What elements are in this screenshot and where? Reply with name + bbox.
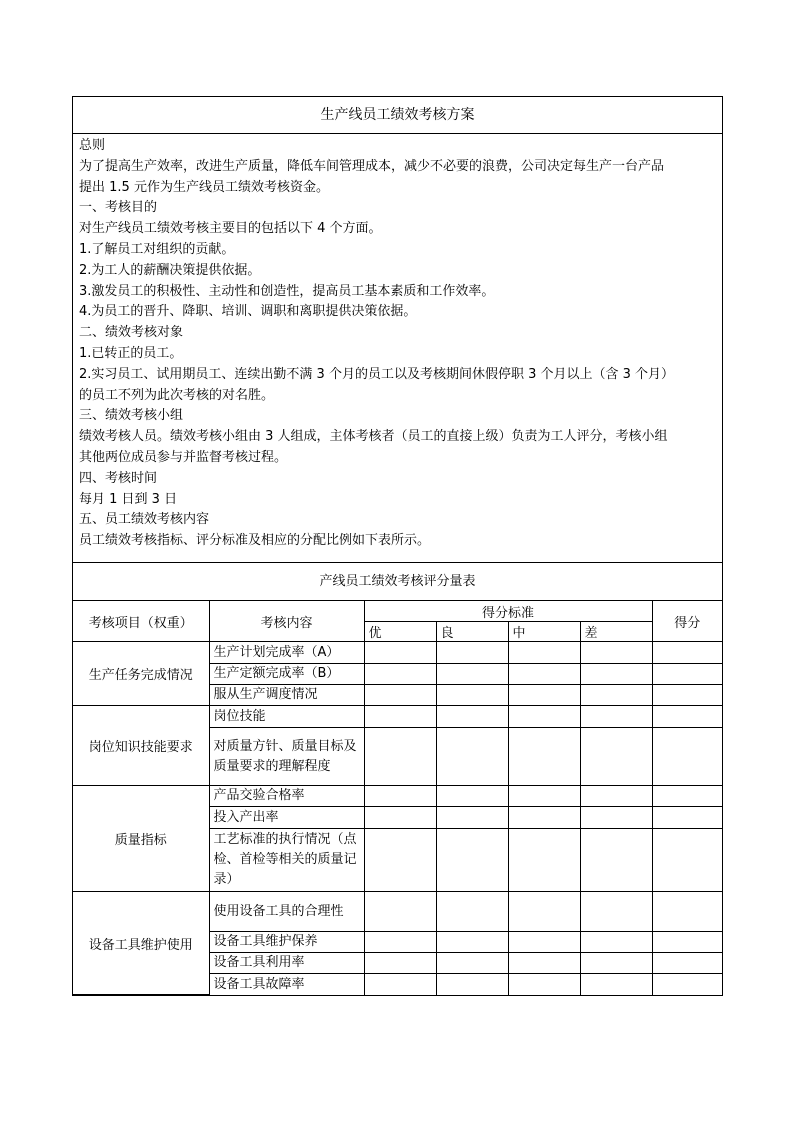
item-content: 生产计划完成率（A） [209,642,364,664]
grade-cell [508,807,580,829]
score-cell [652,953,722,974]
grade-cell [580,807,652,829]
section-heading-content: 五、员工绩效考核内容 [79,512,210,528]
grade-cell [436,932,508,953]
item-content: 生产定额完成率（B） [209,664,364,685]
grade-cell [580,892,652,932]
score-cell [652,974,722,995]
grade-cell [508,953,580,974]
table-row [73,892,722,932]
score-cell [652,829,722,892]
grade-cell [364,932,436,953]
score-cell [652,807,722,829]
grade-cell [580,664,652,685]
score-table-title: 产线员工绩效考核评分量表 [73,563,722,601]
grade-cell [436,953,508,974]
body-line: 的员工不列为此次考核的对名胜。 [79,387,275,403]
grade-cell [436,974,508,995]
item-content: 岗位技能 [209,706,364,728]
group-name: 设备工具维护使用 [73,892,209,995]
score-cell [652,685,722,706]
body-line: 为了提高生产效率，改进生产质量，降低车间管理成本，减少不必要的浪费，公司决定每生产一台产品 [79,158,665,174]
grade-cell [580,706,652,728]
list-item: 1.已转正的员工。 [79,345,183,361]
section-heading-purpose: 一、考核目的 [79,200,158,216]
score-cell [652,642,722,664]
grade-cell [580,642,652,664]
table-row [73,642,722,664]
list-item: 1.了解员工对组织的贡献。 [79,241,235,257]
grade-cell [580,829,652,892]
item-content: 设备工具维护保养 [209,932,364,953]
grade-cell [508,642,580,664]
grade-cell [364,728,436,786]
list-item: 4.为员工的晋升、降职、培训、调职和离职提供决策依据。 [79,304,417,320]
grade-cell [580,728,652,786]
grade-cell [364,642,436,664]
grade-cell [364,829,436,892]
section-heading-time: 四、考核时间 [79,470,158,486]
grade-cell [508,728,580,786]
grade-cell [580,932,652,953]
grade-cell [436,892,508,932]
group-name: 岗位知识技能要求 [73,706,209,786]
grade-cell [364,953,436,974]
grade-cell [436,706,508,728]
document-title: 生产线员工绩效考核方案 [73,97,722,134]
body-line: 员工绩效考核指标、评分标准及相应的分配比例如下表所示。 [79,533,431,549]
body-line: 对生产线员工绩效考核主要目的包括以下 4 个方面。 [79,221,382,237]
header-score: 得分 [652,601,722,642]
section-heading-team: 三、绩效考核小组 [79,408,184,424]
score-cell [652,786,722,807]
body-line: 提出 1.5 元作为生产线员工绩效考核资金。 [79,179,329,195]
list-item: 3.激发员工的积极性、主动性和创造性，提高员工基本素质和工作效率。 [79,283,495,299]
item-content: 产品交验合格率 [209,786,364,807]
grade-cell [508,786,580,807]
header-item: 考核项目（权重） [73,601,209,642]
item-content: 使用设备工具的合理性 [209,892,364,932]
grade-cell [364,974,436,995]
score-table [73,601,722,996]
grade-cell [508,664,580,685]
section-heading-targets: 二、绩效考核对象 [79,325,184,341]
grade-cell [508,829,580,892]
item-content: 服从生产调度情况 [209,685,364,706]
body-line: 每月 1 日到 3 日 [79,491,178,507]
header-content: 考核内容 [209,601,364,642]
grade-cell [580,974,652,995]
score-cell [652,728,722,786]
list-item: 2.实习员工、试用期员工、连续出勤不满 3 个月的员工以及考核期间休假停职 3 个月以上（含 3 个月） [79,366,675,382]
score-cell [652,932,722,953]
score-cell [652,892,722,932]
grade-cell [364,807,436,829]
body-line: 绩效考核人员。绩效考核小组由 3 人组成，主体考核者（员工的直接上级）负责为工人评分，考核小组 [79,429,668,445]
grade-cell [436,685,508,706]
grade-cell [508,706,580,728]
grade-cell [436,642,508,664]
item-content: 投入产出率 [209,807,364,829]
score-cell [652,664,722,685]
grade-cell [364,706,436,728]
document-frame [72,96,723,996]
grade-cell [436,786,508,807]
table-row [73,786,722,807]
grade-cell [364,786,436,807]
item-content: 工艺标准的执行情况（点检、首检等相关的质量记录） [209,829,364,892]
grade-cell [508,892,580,932]
grade-cell [436,728,508,786]
header-grade-good: 良 [436,622,508,642]
grade-cell [364,892,436,932]
grade-cell [580,685,652,706]
grade-cell [508,932,580,953]
header-grade-medium: 中 [508,622,580,642]
item-content: 对质量方针、质量目标及质量要求的理解程度 [209,728,364,786]
grade-cell [436,829,508,892]
section-heading-general: 总则 [79,138,106,153]
grade-cell [364,685,436,706]
grade-cell [364,664,436,685]
grade-cell [580,953,652,974]
body-line: 其他两位成员参与并监督考核过程。 [79,449,288,465]
grade-cell [508,685,580,706]
header-grade-excellent: 优 [364,622,436,642]
item-content: 设备工具故障率 [209,974,364,995]
grade-cell [580,786,652,807]
grade-cell [508,974,580,995]
header-standard: 得分标准 [364,601,652,622]
group-name: 质量指标 [73,786,209,892]
header-grade-poor: 差 [580,622,652,642]
list-item: 2.为工人的薪酬决策提供依据。 [79,262,261,278]
group-name: 生产任务完成情况 [73,642,209,706]
grade-cell [436,664,508,685]
item-content: 设备工具利用率 [209,953,364,974]
table-row [73,706,722,728]
document-body [73,134,722,563]
grade-cell [436,807,508,829]
score-cell [652,706,722,728]
